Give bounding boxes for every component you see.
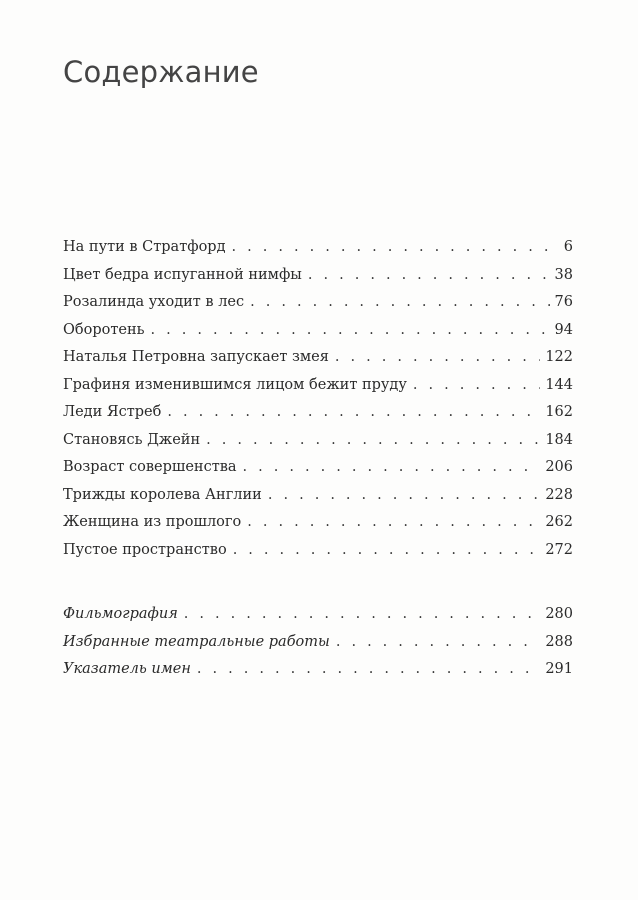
toc-entry[interactable] (63, 344, 573, 372)
toc-entry-title: Трижды королева Англии (63, 486, 262, 503)
dot-leader (167, 399, 540, 427)
toc-entry-title: Графиня изменившимся лицом бежит пруду (63, 376, 407, 393)
toc-entry-page: 206 (545, 459, 573, 475)
toc-entry[interactable] (63, 427, 573, 455)
toc-entry-page: 38 (554, 266, 573, 283)
toc-entry-page: 184 (545, 431, 573, 448)
toc-entry[interactable] (63, 372, 573, 400)
dot-leader (308, 262, 550, 290)
toc-entry-title: На пути в Стратфорд (63, 239, 226, 255)
toc-entry[interactable] (63, 234, 573, 262)
appendix-list (63, 601, 573, 684)
dot-leader (243, 454, 541, 482)
toc-entry-title: Избранные театральные работы (63, 633, 330, 650)
toc-entry-page: 162 (545, 404, 573, 420)
toc-entry-title: Пустое пространство (63, 541, 227, 558)
toc-entry-title: Розалинда уходит в лес (63, 294, 245, 310)
dot-leader (413, 372, 540, 400)
toc-entry-page: 228 (545, 486, 573, 503)
dot-leader (233, 537, 541, 565)
toc-entry-page: 280 (545, 606, 573, 622)
toc-entry-title: Оборотень (63, 321, 145, 338)
dot-leader (151, 317, 550, 345)
dot-leader (250, 289, 549, 317)
table-of-contents (63, 234, 573, 564)
toc-entry-title: Становясь Джейн (63, 431, 201, 448)
toc-entry[interactable] (63, 537, 573, 565)
toc-entry-page: 262 (545, 514, 573, 530)
toc-entry[interactable] (63, 317, 573, 345)
page-title: Содержание (63, 55, 259, 89)
toc-entry[interactable] (63, 262, 573, 290)
toc-entry[interactable] (63, 629, 573, 657)
toc-entry[interactable] (63, 482, 573, 510)
toc-entry[interactable] (63, 601, 573, 629)
toc-entry[interactable] (63, 656, 573, 684)
toc-entry-title: Наталья Петровна запускает змея (63, 349, 329, 365)
toc-entry-page: 144 (545, 376, 573, 393)
toc-entry-page: 6 (563, 239, 573, 255)
dot-leader (335, 344, 540, 372)
dot-leader (268, 482, 540, 510)
dot-leader (206, 427, 540, 455)
dot-leader (184, 601, 541, 629)
toc-entry-page: 76 (554, 294, 573, 310)
dot-leader (247, 509, 540, 537)
toc-entry[interactable] (63, 454, 573, 482)
toc-entry[interactable] (63, 289, 573, 317)
dot-leader (336, 629, 540, 657)
toc-entry-title: Возраст совершенства (63, 459, 237, 475)
dot-leader (197, 656, 540, 684)
toc-entry-page: 122 (545, 349, 573, 365)
toc-entry-title: Цвет бедра испуганной нимфы (63, 266, 302, 283)
toc-entry-page: 94 (554, 321, 573, 338)
toc-entry-title: Леди Ястреб (63, 404, 162, 420)
toc-entry-page: 291 (545, 661, 573, 677)
toc-entry-title: Указатель имен (63, 661, 191, 677)
dot-leader (232, 234, 559, 262)
toc-entry-page: 288 (545, 633, 573, 650)
toc-entry-page: 272 (545, 541, 573, 558)
toc-entry[interactable] (63, 509, 573, 537)
toc-entry-title: Фильмография (63, 606, 178, 622)
toc-entry[interactable] (63, 399, 573, 427)
toc-entry-title: Женщина из прошлого (63, 514, 242, 530)
